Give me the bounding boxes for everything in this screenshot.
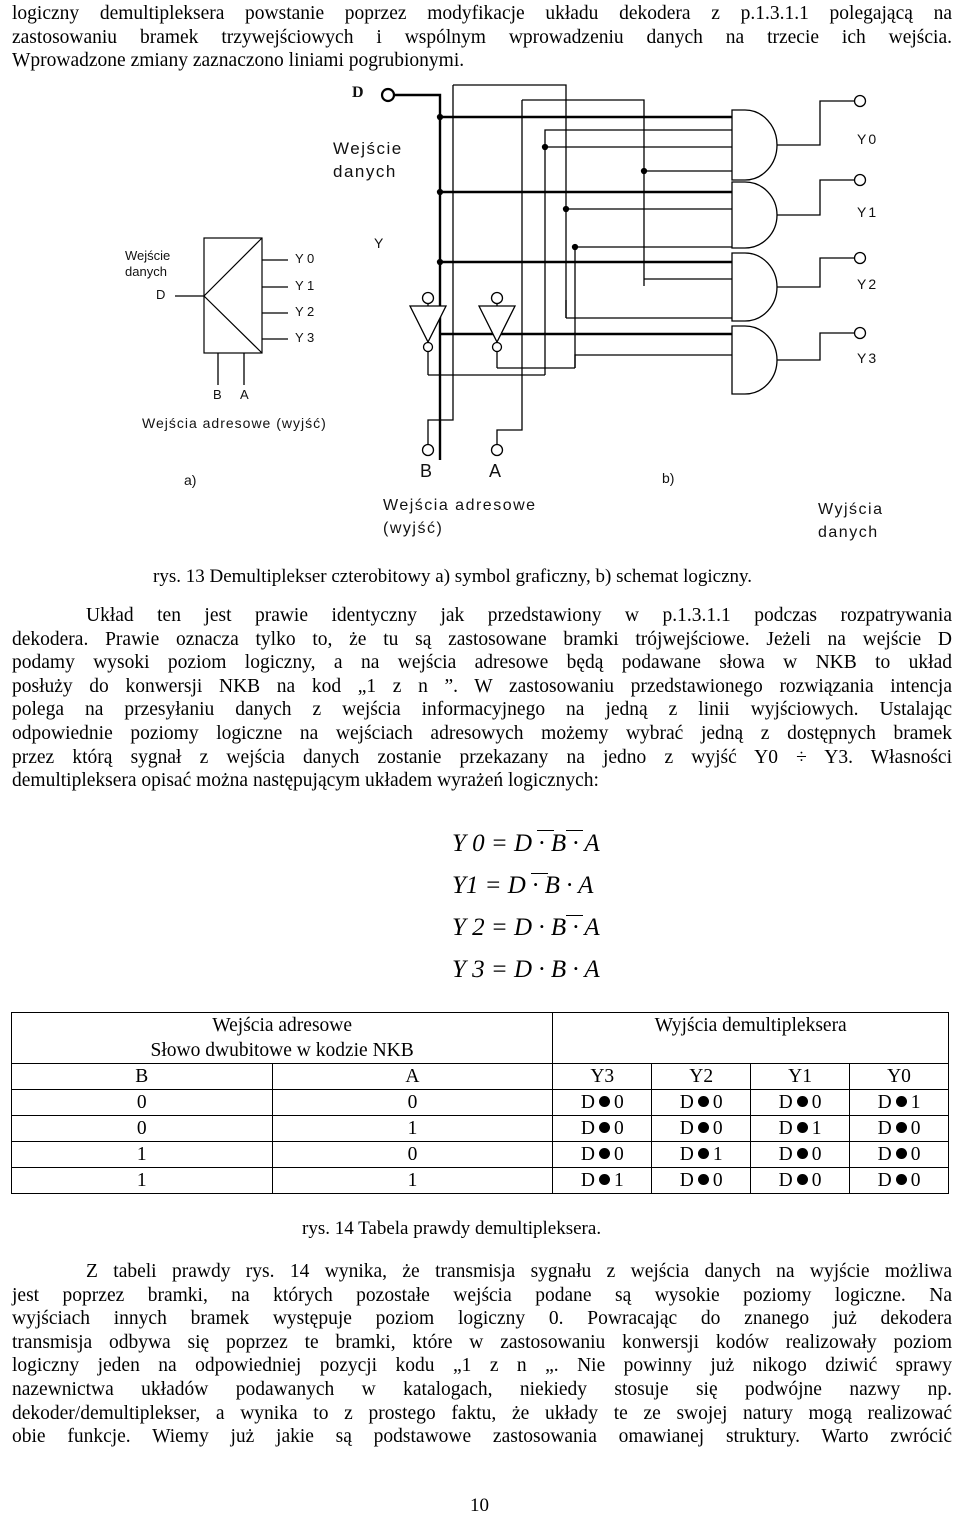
and-gate-y0 [732,110,777,180]
equation-y3: Y 3 = D · B · A [452,956,600,983]
text-line: zastosowaniu bramek trzywejściowych i wspólnym wprowadzeniu danych na trzecie ich wejścia. [12,26,952,48]
symbol-addr-caption: Wejścia adresowe (wyjść) [142,415,327,431]
and-dot [896,1148,907,1159]
figure-13-caption: rys. 13 Demultiplekser czterobitowy a) symbol graficzny, b) schemat logiczny. [153,566,753,587]
cell-a: 0 [272,1142,553,1168]
cell-y0: D 0 [850,1116,949,1142]
and-dot [698,1148,709,1159]
symbol-output-y3: Y 3 [295,330,315,345]
cell-y3: D 1 [553,1168,652,1194]
and-dot [599,1096,610,1107]
figure-14-caption: rys. 14 Tabela prawdy demultipleksera. [302,1218,602,1239]
d-input-terminal [382,89,394,101]
text-line: Wprowadzone zmiany zaznaczono liniami pogrubionymi. [12,50,465,72]
header-address-sub: Słowo dwubitowe w kodzie NKB [12,1038,553,1064]
schematic-output-y0: Y0 [857,131,879,147]
cell-y1: D 0 [751,1090,850,1116]
text-line: polega na przesyłaniu danych z wejścia informacyjnego na jedną z linii wyjściowych. Ustalając [12,699,952,721]
cell-a: 1 [272,1116,553,1142]
and-dot [599,1174,610,1185]
truth-table [11,1012,949,1194]
text-line: transmisja odbywa się poprzez te bramki, które w zastosowaniu konwersji kodów realizowały poziom [12,1331,952,1353]
and-dot [797,1174,808,1185]
schematic-data-title: Wejście danych [333,139,403,181]
and-dot [599,1122,610,1133]
symbol-output-y0: Y 0 [295,251,315,266]
text-line: obie funkcje. Wiemy już jakie są podstawowe zastosowania omawianej struktury. Warto zwrócić [12,1426,952,1448]
a-address-terminal [492,445,503,456]
and-dot [896,1096,907,1107]
cell-a: 0 [272,1090,553,1116]
and-dot [896,1174,907,1185]
column-header: Y1 [751,1064,850,1090]
schematic-outputs-caption: Wyjścia danych [818,501,884,541]
schematic-addr-b: B [420,461,433,481]
cell-y0: D 0 [850,1168,949,1194]
header-outputs: Wyjścia demultipleksera [553,1013,949,1064]
text-line: dekoder/demultiplekser, a wynika to z prostego faktu, że układy te ze swojej natury mogą realizować [12,1402,952,1424]
text-line: logiczny demultipleksera powstanie poprzez modyfikacje układu dekodera z p.1.3.1.1 polegającą na [12,3,952,24]
text-line: przez którą sygnał z wejścia danych zostanie przekazany na jedno z wyjść Y0 ÷ Y3. Własności [12,746,952,768]
and-gate-y3 [732,326,777,394]
text-line: Z tabeli prawdy rys. 14 wynika, że transmisja sygnału z wejścia danych na wyjście możliwa [86,1261,952,1282]
schematic-d-label: D [352,84,364,101]
text-line: posłuży do konwersji NKB na kod „1 z n ”. W zastosowaniu przedstawionego rozwiązania intencja [12,675,952,697]
cell-b: 0 [12,1090,273,1116]
schematic-output-y3: Y3 [857,350,879,366]
cell-y1: D 0 [751,1168,850,1194]
and-dot [797,1096,808,1107]
schematic-y-label: Y [374,235,384,251]
table-row [12,1168,949,1194]
schematic-output-y1: Y1 [857,204,879,220]
and-dot [599,1148,610,1159]
column-header: Y2 [652,1064,751,1090]
symbol-output-y2: Y 2 [295,304,315,319]
column-header: B [12,1064,273,1090]
symbol-input-d: D [156,287,166,302]
cell-y2: D 0 [652,1116,751,1142]
negation-bar [566,915,583,916]
cell-y2: D 0 [652,1168,751,1194]
and-dot [698,1096,709,1107]
column-header: Y0 [850,1064,949,1090]
cell-y0: D 1 [850,1090,949,1116]
page-number: 10 [470,1495,489,1516]
text-line: dekodera. Prawie oznacza tylko to, że tu są zastosowane bramki trójwejściowe. Jeżeli na wejście D [12,628,952,650]
cell-y2: D 1 [652,1142,751,1168]
figure-part-a: a) [184,472,197,488]
symbol-addr-b: B [213,387,222,402]
y1-output-terminal [855,175,866,186]
cell-y3: D 0 [553,1142,652,1168]
schematic-output-y2: Y2 [857,276,879,292]
cell-y1: D 0 [751,1142,850,1168]
figure-part-b: b) [662,470,675,486]
cell-b: 1 [12,1142,273,1168]
symbol-addr-a: A [240,387,249,402]
column-header: A [272,1064,553,1090]
table-row [12,1142,949,1168]
and-dot [896,1122,907,1133]
cell-b: 0 [12,1116,273,1142]
text-line: nazewnictwa układów podawanych w katalogach, niekiedy stosuje się podwójne nazwy np. [12,1378,952,1400]
a-inverter [479,306,515,342]
column-header: Y3 [553,1064,652,1090]
cell-y3: D 0 [553,1090,652,1116]
table-row [12,1116,949,1142]
and-dot [698,1174,709,1185]
text-line: wyjściach innych bramek występuje poziom logiczny 0. Powracając do znanego już dekodera [12,1308,952,1330]
and-dot [797,1148,808,1159]
text-line: Układ ten jest prawie identyczny jak przedstawiony w p.1.3.1.1 podczas rozpatrywania [86,605,952,626]
and-dot [797,1122,808,1133]
text-line: demultipleksera opisać można następującym układem wyrażeń logicznych: [12,770,599,792]
b-address-terminal [423,445,434,456]
and-dot [698,1122,709,1133]
negation-bar [537,830,554,831]
equation-y1: Y1 = D · B · A [452,872,594,899]
table-row [12,1090,949,1116]
body-paragraph-2 [12,1260,952,1449]
schematic-addr-a: A [489,461,502,481]
cell-a: 1 [272,1168,553,1194]
text-line: jest poprzez bramki, na których pozostałe wejścia podane są wysokie poziomy logiczne. Na [12,1284,952,1306]
y0-output-terminal [855,96,866,107]
text-line: logiczny jeden na odpowiedniej pozycji kodu „1 z n „. Nie powinny już nikogo dziwić sprawy [12,1355,952,1377]
demux-symbol-fan [204,238,262,353]
schematic-addr-caption: Wejścia adresowe (wyjść) [383,497,537,537]
symbol-input-title: Wejście danych [125,248,171,279]
and-gate-y1 [732,182,777,248]
equation-y0: Y 0 = D · B · A [452,830,600,857]
body-paragraph-1 [12,604,952,793]
equation-y2: Y 2 = D · B · A [452,914,600,941]
y3-output-terminal [855,328,866,339]
cell-b: 1 [12,1168,273,1194]
and-gate-y2 [732,253,777,321]
cell-y2: D 0 [652,1090,751,1116]
text-line: odpowiednie poziomy logiczne na wejściach adresowych możemy wybrać jedną z dostępnych bramek [12,722,952,744]
y2-output-terminal [855,253,866,264]
symbol-output-y1: Y 1 [295,278,315,293]
demux-symbol-box [204,238,262,353]
table-header-row [12,1064,949,1090]
text-line: podamy wysoki poziom logiczny, a na wejścia adresowe będą podawane słowa w NKB to układ [12,652,952,674]
cell-y1: D 1 [751,1116,850,1142]
cell-y0: D 0 [850,1142,949,1168]
cell-y3: D 0 [553,1116,652,1142]
negation-bar [566,830,583,831]
negation-bar [531,873,548,874]
header-address: Wejścia adresowe [12,1013,553,1039]
